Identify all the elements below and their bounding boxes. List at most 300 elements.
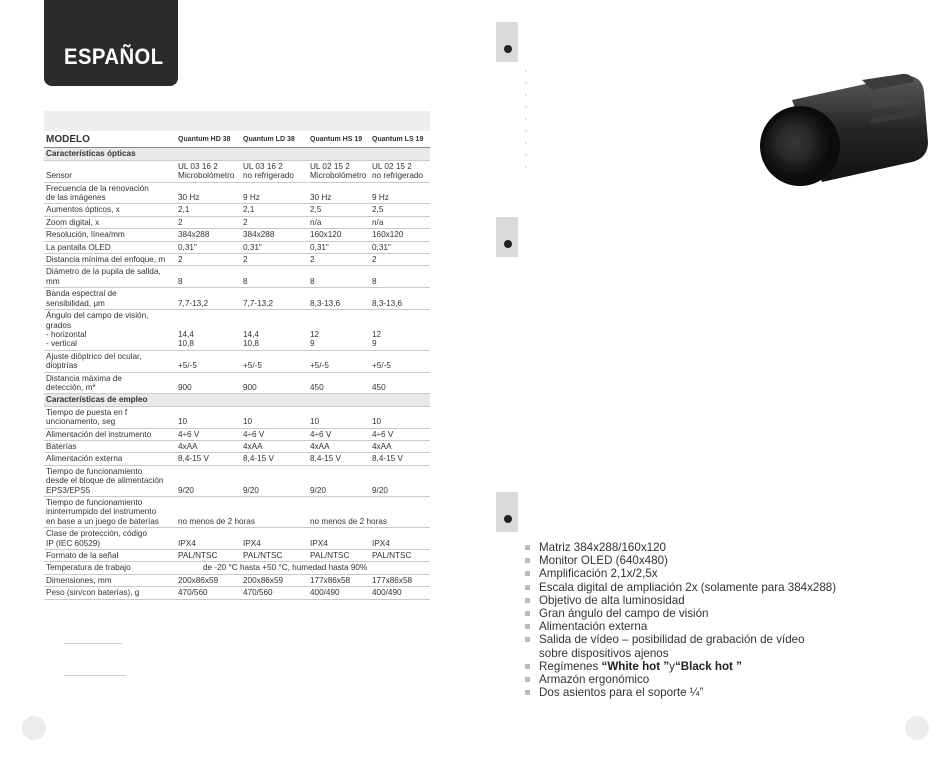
cell-value: IPX4 — [372, 538, 390, 548]
cell-value: 9 Hz — [243, 193, 260, 203]
value-cell — [308, 587, 370, 599]
value-cell — [241, 406, 308, 428]
value-cell — [370, 587, 430, 599]
feature-text: Salida de vídeo – posibilidad de grabación de vídeo — [539, 633, 805, 647]
cell-value: 9 Hz — [372, 193, 389, 203]
cell-value: 0,31" — [178, 242, 197, 252]
language-tab — [44, 0, 178, 86]
value-cell — [308, 229, 370, 241]
value-cell — [241, 160, 308, 182]
model-header-cell — [176, 132, 241, 148]
row-label: Alimentación del instrumento — [46, 429, 152, 439]
cell-value: 4÷6 V — [372, 429, 394, 439]
cell-value: no menos de 2 horas — [178, 516, 255, 526]
feature-item — [525, 647, 836, 660]
row-label: IP (IEC 60529) — [46, 538, 101, 548]
value-cell — [308, 288, 370, 310]
value-cell — [370, 406, 430, 428]
row-label-cell — [44, 574, 176, 586]
cell-value: 400/490 — [310, 588, 340, 598]
value-cell — [370, 241, 430, 253]
cell-value: no refrigerado — [243, 171, 294, 181]
cell-value: IPX4 — [310, 538, 328, 548]
feature-text: Monitor OLED (640x480) — [539, 554, 668, 568]
cell-value: no refrigerado — [372, 171, 423, 181]
value-cell — [241, 528, 308, 550]
cell-value: 30 Hz — [310, 193, 332, 203]
cell-value: no menos de 2 horas — [310, 516, 387, 526]
value-cell — [308, 310, 370, 351]
cell-value: 200x86x59 — [178, 575, 219, 585]
feature-item — [525, 541, 836, 554]
row-label: dioptrías — [46, 361, 78, 371]
value-cell — [370, 372, 430, 394]
value-cell — [370, 229, 430, 241]
value-cell — [176, 216, 241, 228]
cell-value: 0,31" — [243, 242, 262, 252]
faint-bullet: • — [525, 165, 528, 171]
cell-value: 384x288 — [178, 230, 210, 240]
table-section-row — [44, 148, 430, 160]
model-header-cell — [308, 132, 370, 148]
square-bullet-icon — [525, 585, 530, 590]
cell-value: 8 — [372, 276, 377, 286]
square-bullet-icon — [525, 598, 530, 603]
feature-item — [525, 633, 836, 646]
cell-value: 4xAA — [372, 441, 392, 451]
square-bullet-icon — [525, 558, 530, 563]
model-column-label: MODELO — [46, 134, 90, 145]
row-label: Ajuste dióptrico del ocular, — [46, 351, 142, 361]
cell-value: UL 03 16 2 — [178, 161, 218, 171]
table-row — [44, 550, 430, 562]
table-row — [44, 182, 430, 204]
value-cell — [370, 254, 430, 266]
table-row — [44, 160, 430, 182]
value-cell — [370, 453, 430, 465]
feature-item — [525, 554, 836, 567]
cell-value: 4÷6 V — [178, 429, 200, 439]
feature-text: Escala digital de ampliación 2x (solamente para 384x288) — [539, 580, 837, 594]
value-cell — [176, 528, 241, 550]
value-cell — [308, 453, 370, 465]
value-cell — [241, 204, 308, 216]
cell-value: PAL/NTSC — [178, 551, 218, 561]
value-cell — [308, 440, 370, 452]
value-cell — [241, 372, 308, 394]
row-label-cell — [44, 453, 176, 465]
square-bullet-icon — [525, 571, 530, 576]
faint-bullet: • — [525, 93, 528, 99]
cell-value: UL 03 16 2 — [243, 161, 283, 171]
cell-value: 400/490 — [372, 588, 402, 598]
row-label-cell — [44, 497, 176, 528]
model-header-cell — [241, 132, 308, 148]
row-label-cell — [44, 310, 176, 351]
square-bullet-icon — [525, 611, 530, 616]
row-label-cell — [44, 528, 176, 550]
table-row — [44, 453, 430, 465]
cell-value: 4xAA — [243, 441, 263, 451]
specifications-table — [44, 132, 430, 600]
cell-value: Microbolómetro — [310, 171, 367, 181]
cell-value: 2 — [243, 217, 248, 227]
cell-value: 160x120 — [310, 230, 342, 240]
table-row — [44, 528, 430, 550]
cell-value: 470/560 — [243, 588, 273, 598]
model-header-cell — [370, 132, 430, 148]
value-cell — [308, 528, 370, 550]
cell-value: 30 Hz — [178, 193, 200, 203]
feature-item — [525, 673, 836, 686]
footnote-rule — [64, 675, 126, 676]
row-label: Tiempo de puesta en f — [46, 407, 128, 417]
section-title-cell — [44, 394, 430, 406]
value-cell — [241, 574, 308, 586]
cell-value: 10 — [372, 417, 382, 427]
faint-bullet: • — [525, 117, 528, 123]
value-cell — [176, 350, 241, 372]
cell-value: PAL/NTSC — [372, 551, 412, 561]
cell-value: +5/-5 — [310, 361, 329, 371]
table-row — [44, 216, 430, 228]
value-cell — [241, 310, 308, 351]
bullet-dot-icon — [504, 45, 512, 53]
row-label-cell — [44, 266, 176, 288]
table-section-row — [44, 394, 430, 406]
value-cell — [176, 182, 241, 204]
row-label-cell — [44, 241, 176, 253]
feature-emphasis: “Black hot ” — [674, 659, 742, 673]
section-marker — [496, 217, 518, 257]
cell-value: 7,7-13,2 — [243, 298, 274, 308]
row-label: Temperatura de trabajo — [46, 563, 131, 573]
value-cell — [308, 372, 370, 394]
value-cell — [308, 574, 370, 586]
value-cell — [176, 266, 241, 288]
value-cell — [241, 288, 308, 310]
value-cell — [370, 182, 430, 204]
value-cell — [176, 372, 241, 394]
row-label-cell — [44, 229, 176, 241]
cell-value: 9/20 — [243, 485, 259, 495]
value-cell — [241, 241, 308, 253]
row-label: Aumentos ópticos, x — [46, 205, 120, 215]
table-row — [44, 288, 430, 310]
row-label-cell — [44, 350, 176, 372]
row-label: de las imágenes — [46, 193, 106, 203]
row-label: - vertical — [46, 339, 77, 349]
row-label: Sensor — [46, 171, 72, 181]
cell-value: 2 — [243, 255, 248, 265]
feature-text: Matriz 384x288/160x120 — [539, 541, 666, 554]
value-cell — [370, 216, 430, 228]
row-label: La pantalla OLED — [46, 242, 111, 252]
value-cell — [176, 574, 241, 586]
cell-value: 2,1 — [178, 205, 190, 215]
value-cell — [241, 440, 308, 452]
cell-value: 384x288 — [243, 230, 275, 240]
row-label: Baterías — [46, 441, 77, 451]
cell-value: 12 — [310, 329, 320, 339]
cell-value: 4÷6 V — [310, 429, 332, 439]
cell-value: +5/-5 — [178, 361, 197, 371]
merged-value-cell — [308, 497, 430, 528]
value-cell — [370, 266, 430, 288]
feature-emphasis: “White hot ” — [601, 659, 670, 673]
header-cell — [44, 132, 176, 148]
cell-value: 177x86x58 — [310, 575, 351, 585]
page-number-circle — [22, 716, 46, 740]
model-name: Quantum HS 19 — [310, 136, 363, 143]
feature-text: sobre dispositivos ajenos — [539, 646, 669, 660]
feature-list — [525, 541, 836, 699]
cell-value: 4xAA — [178, 441, 198, 451]
feature-item — [525, 607, 836, 620]
table-row — [44, 562, 430, 574]
table-row — [44, 372, 430, 394]
cell-value: 10 — [178, 417, 188, 427]
row-label: Clase de protección, código — [46, 529, 148, 539]
value-cell — [241, 350, 308, 372]
cell-value: 9/20 — [178, 485, 194, 495]
row-label: Alimentación externa — [46, 454, 123, 464]
cell-value: 7,7-13,2 — [178, 298, 209, 308]
cell-value: 8,3-13,6 — [372, 298, 403, 308]
cell-value: 2,5 — [372, 205, 384, 215]
value-cell — [370, 550, 430, 562]
cell-value: 177x86x58 — [372, 575, 413, 585]
table-row — [44, 587, 430, 599]
feature-text: Gran ángulo del campo de visión — [539, 607, 709, 621]
cell-value: 2,1 — [243, 205, 255, 215]
value-cell — [176, 465, 241, 496]
value-cell — [241, 465, 308, 496]
language-tab-label: ESPAÑOL — [64, 44, 164, 69]
value-cell — [176, 587, 241, 599]
cell-value: 2,5 — [310, 205, 322, 215]
feature-text: Dos asientos para el soporte ¼” — [539, 686, 704, 700]
row-label: Banda espectral de — [46, 289, 117, 299]
table-row — [44, 241, 430, 253]
value-cell — [308, 465, 370, 496]
value-cell — [370, 428, 430, 440]
value-cell — [308, 254, 370, 266]
value-cell — [308, 216, 370, 228]
cell-value: 470/560 — [178, 588, 208, 598]
feature-text: Objetivo de alta luminosidad — [539, 593, 685, 607]
feature-item — [525, 686, 836, 699]
feature-item — [525, 660, 836, 673]
cell-value: +5/-5 — [372, 361, 391, 371]
table-row — [44, 406, 430, 428]
row-label-cell — [44, 440, 176, 452]
value-cell — [370, 160, 430, 182]
feature-item — [525, 620, 836, 633]
cell-value: 4÷6 V — [243, 429, 265, 439]
square-bullet-icon — [525, 545, 530, 550]
value-cell — [176, 550, 241, 562]
row-label: - horizontal — [46, 329, 87, 339]
row-label: sensibilidad, μm — [46, 298, 105, 308]
cell-value: 0,31" — [372, 242, 391, 252]
value-cell — [241, 550, 308, 562]
cell-value: 4xAA — [310, 441, 330, 451]
section-marker — [496, 492, 518, 532]
faint-bullet-list — [525, 66, 527, 174]
row-label: Dimensiones, mm — [46, 575, 112, 585]
cell-value: n/a — [310, 217, 322, 227]
row-label: Diámetro de la pupila de salida, mm — [46, 267, 161, 286]
cell-value: 9 — [310, 339, 315, 349]
row-label: uncionamento, seg — [46, 417, 116, 427]
faint-bullet: • — [525, 105, 528, 111]
cell-value: IPX4 — [243, 538, 261, 548]
faint-bullet: • — [525, 81, 528, 87]
cell-value: UL 02 15 2 — [372, 161, 412, 171]
section-title: Características ópticas — [46, 149, 136, 159]
model-name: Quantum LD 38 — [243, 136, 295, 143]
value-cell — [370, 574, 430, 586]
row-label: Distancia máxima de — [46, 373, 122, 383]
model-name: Quantum HD 38 — [178, 136, 231, 143]
value-cell — [176, 406, 241, 428]
value-cell — [370, 465, 430, 496]
value-cell — [308, 241, 370, 253]
cell-value: +5/-5 — [243, 361, 262, 371]
table-row — [44, 310, 430, 351]
value-cell — [370, 204, 430, 216]
value-cell — [241, 254, 308, 266]
cell-value: 8,4-15 V — [372, 454, 403, 464]
row-label-cell — [44, 182, 176, 204]
cell-value: 9 — [372, 339, 377, 349]
row-label-cell — [44, 587, 176, 599]
value-cell — [308, 204, 370, 216]
row-label-cell — [44, 550, 176, 562]
table-row — [44, 497, 430, 528]
square-bullet-icon — [525, 637, 530, 642]
row-label-cell — [44, 204, 176, 216]
value-cell — [370, 288, 430, 310]
table-row — [44, 574, 430, 586]
value-cell — [308, 406, 370, 428]
cell-value: 12 — [372, 329, 382, 339]
table-row — [44, 465, 430, 496]
value-cell — [176, 428, 241, 440]
cell-value: 2 — [372, 255, 377, 265]
value-cell — [176, 254, 241, 266]
table-row — [44, 266, 430, 288]
section-title: Características de empleo — [46, 395, 148, 405]
row-label: en base a un juego de baterías — [46, 516, 159, 526]
square-bullet-icon — [525, 624, 530, 629]
row-label-cell — [44, 562, 176, 574]
bullet-dot-icon — [504, 515, 512, 523]
value-cell — [176, 440, 241, 452]
row-label: ininterrumpido del instrumento — [46, 507, 157, 517]
value-cell — [241, 587, 308, 599]
cell-value: 900 — [243, 382, 257, 392]
cell-value: 14,4 — [178, 329, 194, 339]
cell-value: IPX4 — [178, 538, 196, 548]
table-row — [44, 440, 430, 452]
row-label-cell — [44, 160, 176, 182]
value-cell — [308, 428, 370, 440]
cell-value: 8,4-15 V — [243, 454, 274, 464]
value-cell — [176, 229, 241, 241]
merged-value-cell — [176, 562, 430, 574]
cell-value: 2 — [178, 255, 183, 265]
cell-value: 9/20 — [372, 485, 388, 495]
feature-text: Alimentación externa — [539, 620, 648, 634]
table-row — [44, 229, 430, 241]
row-label: Tiempo de funcionamiento — [46, 498, 143, 507]
cell-value: 2 — [178, 217, 183, 227]
value-cell — [241, 453, 308, 465]
row-label: EPS3/EPS5 — [46, 485, 91, 495]
feature-text: Armazón ergonómico — [539, 673, 650, 687]
cell-value: 8,4-15 V — [178, 454, 209, 464]
cell-value: 8,3-13,6 — [310, 298, 341, 308]
row-label: Ángulo del campo de visión, grados — [46, 311, 149, 330]
footnote-rule — [64, 643, 122, 644]
cell-value: 9/20 — [310, 485, 326, 495]
row-label: Peso (sin/con baterías), g — [46, 588, 140, 598]
feature-text: Amplificación 2,1x/2,5x — [539, 567, 658, 581]
section-title-cell — [44, 148, 430, 160]
feature-item — [525, 567, 836, 580]
value-cell — [370, 528, 430, 550]
row-label-cell — [44, 254, 176, 266]
value-cell — [308, 160, 370, 182]
row-label: Frecuencia de la renovación — [46, 183, 149, 193]
cell-value: Microbolómetro — [178, 171, 235, 181]
cell-value: 10,8 — [178, 339, 194, 349]
feature-item — [525, 594, 836, 607]
value-cell — [241, 428, 308, 440]
cell-value: 450 — [372, 382, 386, 392]
cell-value: 200x86x59 — [243, 575, 284, 585]
merged-value-cell — [176, 497, 308, 528]
value-cell — [176, 204, 241, 216]
cell-value: 10 — [243, 417, 253, 427]
value-cell — [308, 182, 370, 204]
row-label-cell — [44, 428, 176, 440]
cell-value: 900 — [178, 382, 192, 392]
row-label: Tiempo de funcionamiento — [46, 466, 143, 476]
cell-value: 8 — [243, 276, 248, 286]
cell-value: 10 — [310, 417, 320, 427]
faint-bullet: • — [525, 141, 528, 147]
value-cell — [241, 216, 308, 228]
cell-value: 8 — [310, 276, 315, 286]
cell-value: 0,31" — [310, 242, 329, 252]
row-label-cell — [44, 216, 176, 228]
cell-value: PAL/NTSC — [243, 551, 283, 561]
value-cell — [241, 266, 308, 288]
value-cell — [241, 229, 308, 241]
cell-value: 14,4 — [243, 329, 259, 339]
cell-value: 8 — [178, 276, 183, 286]
row-label: desde el bloque de alimentación — [46, 476, 164, 486]
row-label: detección, m* — [46, 382, 96, 392]
value-cell — [308, 350, 370, 372]
row-label: Resolución, línea/mm — [46, 230, 125, 240]
table-row — [44, 350, 430, 372]
value-cell — [370, 350, 430, 372]
cell-value: de -20 °C hasta +50 °C, humedad hasta 90% — [203, 563, 368, 573]
